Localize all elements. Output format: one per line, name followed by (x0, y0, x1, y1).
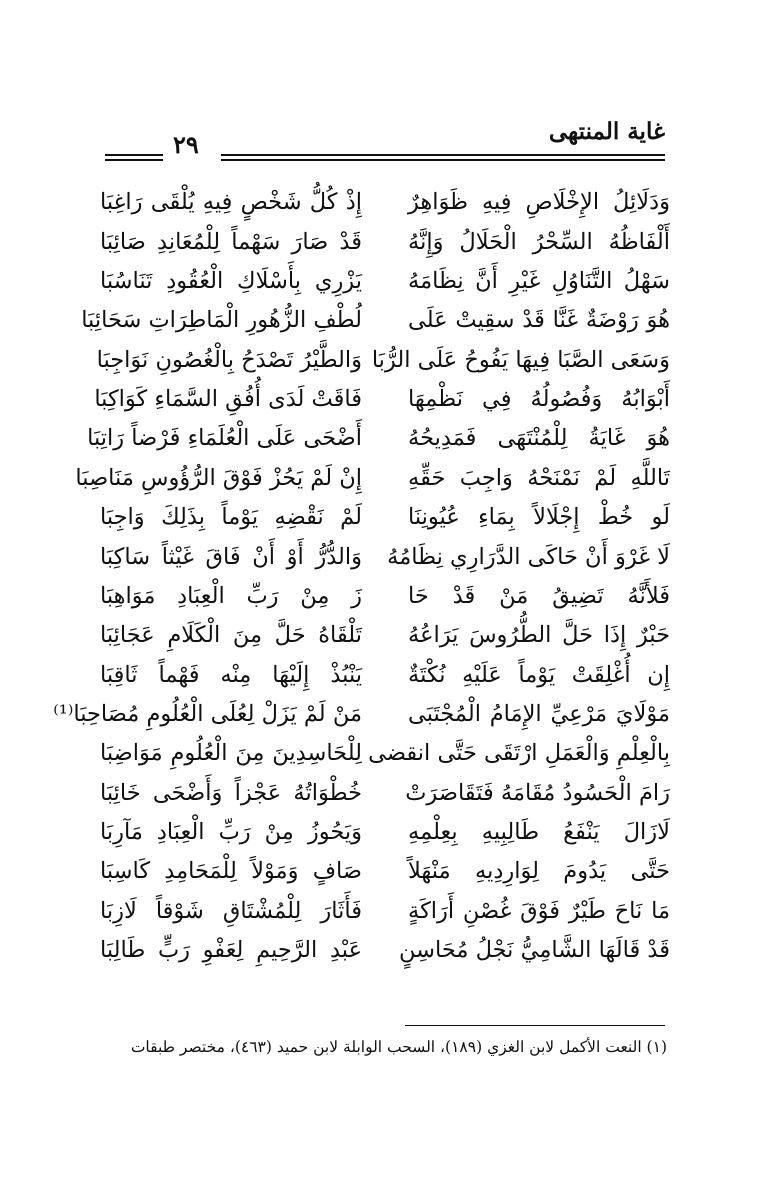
hemistich-left: وَالدُّرُّ أَوْ أَنْ فَاقَ غَيْثاً سَاكِبَا (100, 543, 362, 570)
hemistich-left: لُطْفِ الزُّهُورِ الْمَاطِرَاتِ سَحَائِبَا (81, 307, 362, 334)
hemistich-left: قَدْ صَارَ سَهْماً لِلْمُعَانِدِ صَائِبَا (100, 228, 362, 255)
running-title: غاية المنتهى (548, 118, 665, 145)
verse-row (100, 931, 670, 970)
hemistich-left: تَلْقَاهُ حَلَّ مِنَ الْكَلَامِ عَجَائِبَا (100, 622, 362, 649)
hemistich-left: وَالطَّيْرُ تَصْدَحُ بِالْغُصُونِ نَوَاجِبَا (96, 346, 362, 373)
verse-row (75, 458, 670, 497)
hemistich-right: لَو خُطْ إِجْلَالاً بِمَاءِ عُيُونِنَا (408, 504, 670, 531)
hemistich-left: مَنْ لَمْ يَزَلْ لِعُلَى الْعُلُومِ مُصَاحِبَا⁽¹⁾ (53, 700, 362, 727)
hemistich-left: لَمْ نَقْضِهِ يَوْماً بِذَلِكَ وَاجِبَا (100, 504, 362, 531)
verse-row (100, 222, 670, 261)
verse-row (87, 419, 670, 458)
hemistich-right: رَامَ الْحَسُودُ مُقَامَهُ فَتَقَاصَرَتْ (405, 779, 670, 806)
hemistich-right: هُوَ رَوْضَةٌ غَنَّا قَدْ سقِيتْ عَلَى (408, 307, 670, 334)
hemistich-left: لِلْحَاسِدِينَ مِنَ الْعُلُومِ مَوَاضِبَا (100, 740, 362, 767)
page-header (95, 110, 665, 170)
hemistich-left: فَأَثَارَ لِلْمُشْتَاقِ شَوْقاً لَازِبَا (100, 897, 362, 924)
footnote: (١) النعت الأكمل لابن الغزي (١٨٩)، السحب الوابلة لابن حميد (٤٦٣)، مختصر طبقات (130, 1038, 667, 1056)
hemistich-right: إِن أُغْلِقَتْ يَوْماً عَلَيْهِ نُكْتَةٌ (408, 661, 670, 688)
verse-row (100, 183, 670, 222)
poem (53, 183, 670, 1013)
verse-row (100, 891, 670, 930)
hemistich-right: بِالْعِلْمِ وَالْعَمَلِ ارْتَقَى حَتَّى انقضى (368, 740, 670, 767)
hemistich-left: وَيَحُوزُ مِنْ رَبِّ الْعِبَادِ مَآرِبَا (100, 818, 362, 845)
hemistich-right: تَاللَّهِ لَمْ نَمْنَحْهُ وَاجِبَ حَقِّهِ (408, 464, 670, 491)
hemistich-right: سَهْلُ التَّنَاوُلِ غَيْرِ أَنَّ نِظَامَهُ (408, 268, 670, 295)
verse-row (100, 852, 670, 891)
hemistich-right: أَبْوَابُهُ وَفُصُولُهُ فِي نَظْمِهَا (408, 386, 670, 413)
verse-row (100, 537, 670, 576)
verse-row (100, 773, 670, 812)
hemistich-left: إِنْ لَمْ يَحُزْ فَوْقَ الرُّؤُوسِ مَنَاصِبَا (75, 464, 362, 491)
hemistich-right: قَدْ قَالَهَا الشَّامِيُّ نَجْلُ مُحَاسِنٍ (399, 936, 670, 963)
hemistich-left: إِذْ كُلُّ شَخْصٍ فِيهِ يُلْقَى رَاغِبَا (100, 189, 362, 216)
hemistich-right: وَسَعَى الصَّبَا فِيهَا يَفُوحُ عَلَى الرُّبَا (371, 346, 670, 373)
hemistich-right: حَتَّى يَدُومَ لِوَارِدِيهِ مَنْهَلاً (408, 858, 670, 885)
hemistich-right: مَا نَاحَ طَيْرٌ فَوْقَ غُصْنِ أَرَاكَةٍ (408, 897, 670, 924)
verse-row (100, 655, 670, 694)
hemistich-left: عَبْدِ الرَّحِيمِ لِعَفْوِ رَبٍّ طَالِبَا (100, 936, 362, 963)
verse-row (100, 262, 670, 301)
verse-row (100, 813, 670, 852)
verse-row (96, 340, 670, 379)
verse-row (53, 694, 670, 733)
header-rule-short (105, 154, 163, 161)
footnote-rule (405, 1025, 665, 1026)
hemistich-left: فَاقَتْ لَدَى أُفُقِ السَّمَاءِ كَوَاكِبَا (94, 386, 362, 413)
verse-row (81, 301, 670, 340)
hemistich-left: يَنْبُذْ إِلَيْهَا مِنْه فَهْماً ثَاقِبَا (100, 661, 362, 688)
hemistich-right: أَلْفَاظُهُ السِّحْرُ الْحَلَالُ وَإِنَّهُ (408, 228, 670, 255)
hemistich-left: يَزْرِي بِأَسْلَاكِ الْعُقُودِ تَنَاسُبَا (100, 268, 362, 295)
hemistich-left: زَ مِنْ رَبِّ الْعِبَادِ مَوَاهِبَا (100, 582, 362, 609)
hemistich-left: خُطْوَاتُهُ عَجْزاً وَأَضْحَى خَائِبَا (100, 779, 362, 806)
hemistich-left: أَضْحَى عَلَى الْعُلَمَاءِ فَرْضاً رَاتِبَا (87, 425, 362, 452)
verse-row (100, 616, 670, 655)
hemistich-right: هُوَ غَايَةُ لِلْمُنْتَهَى فَمَدِيحُهُ (408, 425, 670, 452)
hemistich-right: فَلأَنَّهُ تَضِيقُ مَنْ قَدْ حَا (408, 582, 670, 609)
hemistich-left: صَافٍ وَمَوْلاً لِلْمَحَامِدِ كَاسِبَا (100, 858, 362, 885)
page-number: ٢٩ (173, 130, 199, 159)
verse-row (100, 576, 670, 615)
verse-row (100, 734, 670, 773)
hemistich-right: لَا غَرْوَ أَنْ حَاكَى الدَّرَارِي نِظَامُهُ (387, 543, 670, 570)
verse-row (94, 380, 670, 419)
hemistich-right: مَوْلَايَ مَرْعِيِّ الإِمَامُ الْمُجْتَبَى (408, 700, 670, 727)
verse-row (100, 498, 670, 537)
hemistich-right: حَبْرٌ إِذَا حَلَّ الطُّرُوسَ يَرَاعُهُ (408, 622, 670, 649)
header-rule-long (221, 154, 665, 161)
hemistich-right: وَدَلَائِلُ الإِخْلَاصِ فِيهِ ظَوَاهِرٌ (408, 189, 670, 216)
hemistich-right: لَازَالَ يَنْفَعُ طَالِبِيهِ بِعِلْمِهِ (408, 818, 670, 845)
